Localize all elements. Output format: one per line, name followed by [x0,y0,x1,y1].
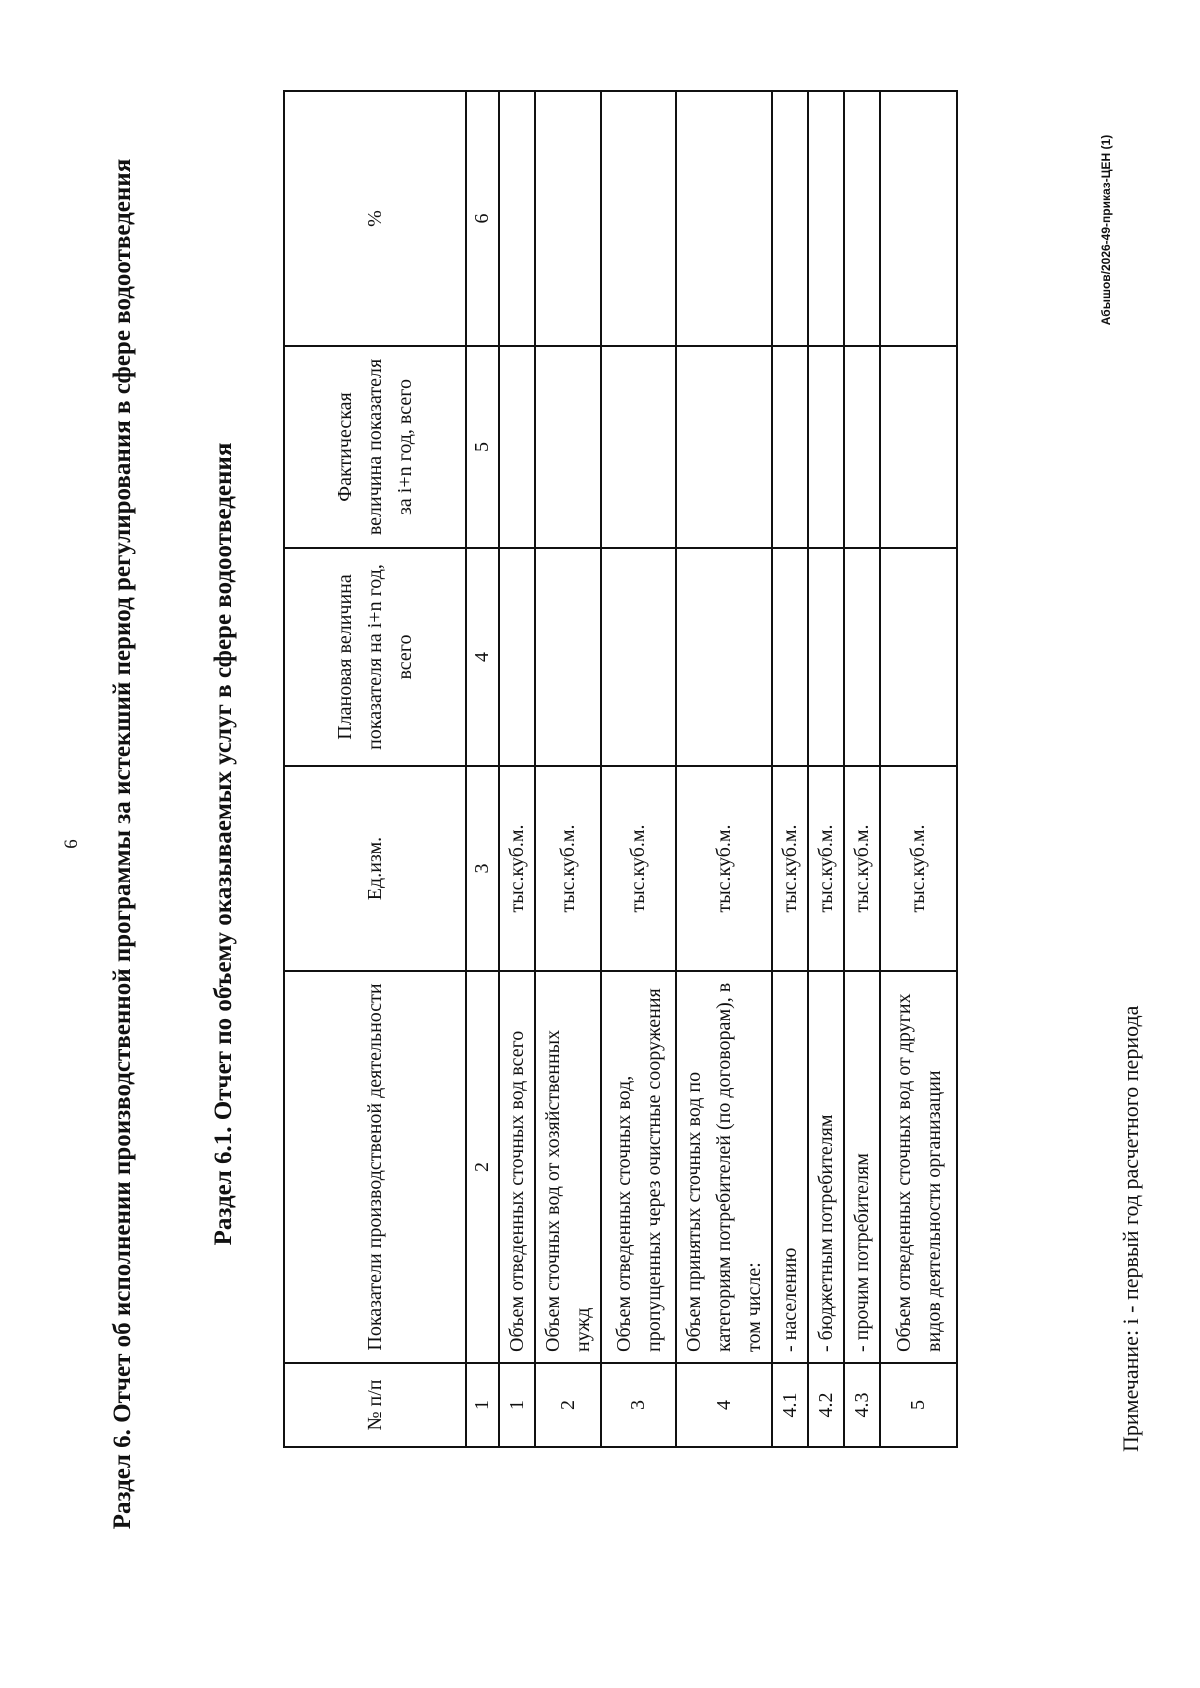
row-unit: тыс.куб.м. [499,766,535,971]
row-indicator: Объем отведенных сточных вод, пропущенных через очистные сооружения [601,971,676,1363]
row-indicator: Объем отведенных сточных вод от других видов деятельности организации [880,971,957,1363]
header-cell: Плановая величина показателя на i+n год, всего [284,548,466,766]
header-cell: Фактическая величина показателя за i+n год, всего [284,346,466,548]
row-number: 4.3 [844,1363,880,1447]
row-number: 2 [535,1363,601,1447]
row-plan-value [535,548,601,766]
row-unit: тыс.куб.м. [808,766,844,971]
rotated-page-content [50,60,1150,1628]
table-row [601,91,676,1447]
header-cell: Показатели производственой деятельности [284,971,466,1363]
row-plan-value [880,548,957,766]
table-header-row [284,91,466,1447]
row-plan-value [601,548,676,766]
row-indicator: Объем отведенных сточных вод всего [499,971,535,1363]
row-fact-value [601,346,676,548]
row-number: 4.1 [772,1363,808,1447]
row-percent-value [772,91,808,346]
header-cell: Ед.изм. [284,766,466,971]
row-number: 4 [676,1363,772,1447]
table-row [808,91,844,1447]
row-percent-value [676,91,772,346]
column-number: 2 [466,971,499,1363]
table-row [676,91,772,1447]
row-unit: тыс.куб.м. [880,766,957,971]
row-fact-value [844,346,880,548]
row-percent-value [844,91,880,346]
table-row [880,91,957,1447]
row-unit: тыс.куб.м. [844,766,880,971]
row-number: 4.2 [808,1363,844,1447]
table-row [535,91,601,1447]
row-percent-value [499,91,535,346]
header-cell: % [284,91,466,346]
column-number: 1 [466,1363,499,1447]
row-unit: тыс.куб.м. [772,766,808,971]
row-plan-value [676,548,772,766]
row-plan-value [808,548,844,766]
row-unit: тыс.куб.м. [601,766,676,971]
row-number: 5 [880,1363,957,1447]
row-plan-value [844,548,880,766]
section-title: Раздел 6. Отчет об исполнении производственной программы за истекший период регулирования в сфере водоотведения [109,158,136,1530]
table-row [844,91,880,1447]
column-number: 3 [466,766,499,971]
row-indicator: Объем сточных вод от хозяйственных нужд [535,971,601,1363]
report-table [283,90,958,1448]
column-number: 5 [466,346,499,548]
row-fact-value [808,346,844,548]
header-cell: № п/п [284,1363,466,1447]
row-indicator: - населению [772,971,808,1363]
row-fact-value [499,346,535,548]
subsection-title: Раздел 6.1. Отчет по объему оказываемых услуг в сфере водоотведения [210,442,237,1246]
row-indicator: - бюджетным потребителям [808,971,844,1363]
row-plan-value [499,548,535,766]
document-footer-stamp: Абышов/2026-49-приказ-ЦЕН (1) [1099,134,1113,326]
row-indicator: - прочим потребителям [844,971,880,1363]
row-fact-value [535,346,601,548]
row-fact-value [772,346,808,548]
column-number-row [466,91,499,1447]
table-row [772,91,808,1447]
row-percent-value [808,91,844,346]
row-unit: тыс.куб.м. [676,766,772,971]
row-number: 1 [499,1363,535,1447]
row-fact-value [676,346,772,548]
column-number: 6 [466,91,499,346]
row-indicator: Объем принятых сточных вод по категориям потребителей (по договорам), в том числе: [676,971,772,1363]
row-unit: тыс.куб.м. [535,766,601,971]
row-percent-value [880,91,957,346]
page-number: 6 [61,839,82,849]
footnote: Примечание: i - первый год расчетного периода [1118,1005,1143,1452]
row-percent-value [601,91,676,346]
row-plan-value [772,548,808,766]
row-number: 3 [601,1363,676,1447]
column-number: 4 [466,548,499,766]
table-row [499,91,535,1447]
row-percent-value [535,91,601,346]
row-fact-value [880,346,957,548]
